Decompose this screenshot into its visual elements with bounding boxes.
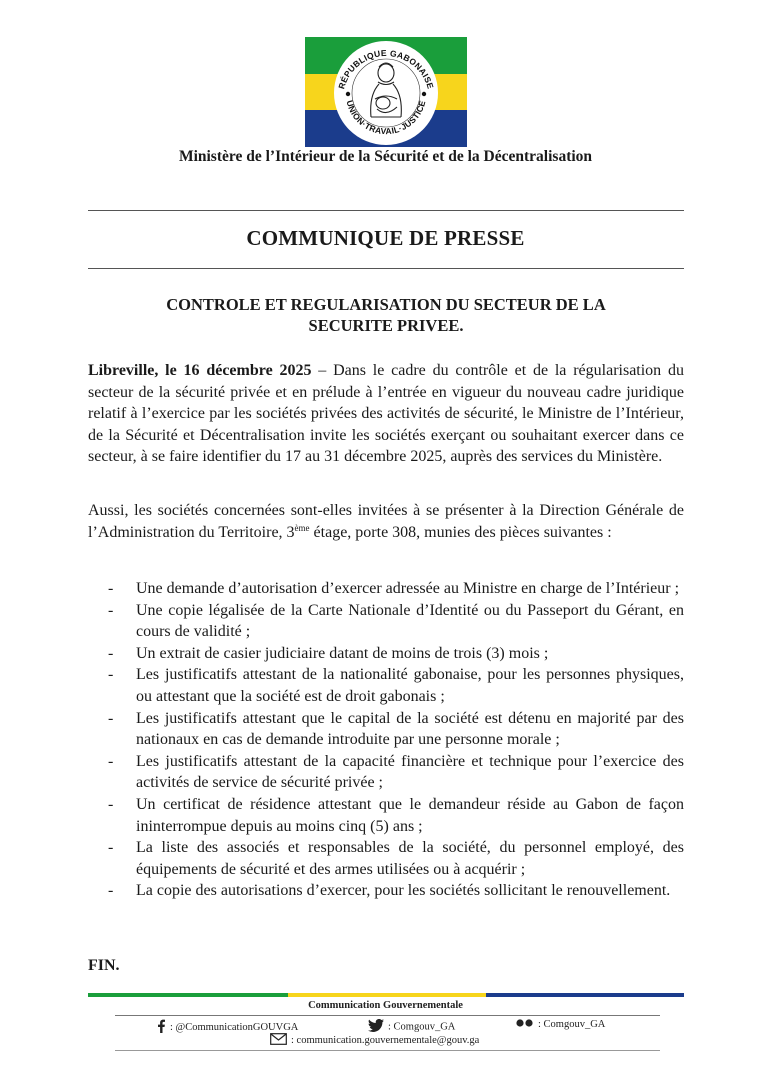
list-marker: - (108, 752, 114, 770)
footer-rule-bottom (115, 1050, 660, 1051)
dateline: Libreville, le 16 décembre 2025 (88, 362, 312, 379)
seal-bottom-text: UNION·TRAVAIL·JUSTICE (344, 99, 428, 137)
list-marker: - (108, 795, 114, 813)
list-marker: - (108, 601, 114, 619)
instructions-text-b: étage, porte 308, munies des pièces suivantes : (309, 523, 612, 541)
list-marker: - (108, 644, 114, 662)
seal-top-text: RÉPUBLIQUE GABONAISE (336, 47, 436, 91)
list-item-text: Une copie légalisée de la Carte Nationale d’Identité ou du Passeport du Gérant, en cours de validité ; (136, 601, 684, 641)
republic-seal (305, 37, 467, 147)
footer-email[interactable] (270, 1033, 479, 1048)
subject-line-1: CONTROLE ET REGULARISATION DU SECTEUR DE LA (166, 295, 606, 314)
list-item-text: Les justificatifs attestant que le capital de la société est détenu en majorité par des nationaux en cas de demande introduite par une personne morale ; (136, 709, 684, 749)
email-icon (270, 1033, 287, 1048)
list-marker: - (108, 882, 114, 900)
title-rule-bottom (88, 268, 684, 269)
list-item-text: La copie des autorisations d’exercer, pour les sociétés sollicitant le renouvellement. (136, 882, 671, 900)
footer-yellow-segment (288, 993, 486, 997)
list-item-text: Les justificatifs attestant de la nationalité gabonaise, pour les personnes physiques, ou attestant que la société est de droit gabonais ; (136, 666, 684, 705)
footer-blue-segment (486, 993, 684, 997)
ministry-name: Ministère de l’Intérieur de la Sécurité et de la Décentralisation (178, 148, 593, 165)
instructions-text-a: Aussi, les sociétés concernées sont-elles invitées à se présenter à la Direction Générale de l’Administration du Territoire, 3 (88, 502, 684, 541)
title-rule-top (88, 210, 684, 211)
subject-line-2: SECURITE PRIVEE. (308, 316, 464, 335)
floor-ordinal: ème (294, 522, 310, 533)
facebook-icon (156, 1019, 166, 1036)
end-marker: FIN. (88, 957, 120, 974)
list-item (88, 837, 684, 880)
list-marker: - (108, 580, 114, 597)
list-item-text: La liste des associés et responsables de la société, du personnel employé, des équipements de sécurité et des armes utilisées ou à acquérir ; (136, 839, 684, 878)
footer-label: Communication Gouvernementale (308, 1000, 463, 1011)
seal-emblem (305, 37, 467, 147)
footer-flickr[interactable] (516, 1019, 605, 1030)
document-subject (88, 294, 684, 336)
list-item-text: Un certificat de résidence attestant que le demandeur réside au Gabon de façon ininterrompue depuis au moins cinq (5) ans ; (136, 795, 684, 835)
list-item-text: Une demande d’autorisation d’exercer adressée au Ministre en charge de l’Intérieur ; (136, 580, 680, 597)
email-address: : communication.gouvernementale@gouv.ga (291, 1034, 480, 1046)
facebook-handle: : @CommunicationGOUVGA (170, 1021, 299, 1033)
list-item (88, 664, 684, 707)
paragraph-intro (88, 360, 684, 468)
list-item-text: Un extrait de casier judiciaire datant de moins de trois (3) mois ; (136, 644, 549, 662)
footer-rule (115, 1015, 660, 1016)
list-item-text: Les justificatifs attestant de la capacité financière et technique pour l’exercice des activités de service de sécurité privée ; (136, 752, 684, 792)
required-documents-list (88, 578, 684, 902)
flickr-handle: : Comgouv_GA (538, 1019, 606, 1030)
intro-text: – Dans le cadre du contrôle et de la régularisation du secteur de la sécurité privée et en prélude à l’entrée en vigueur du nouveau cadre juridique relatif à l’exercice par les sociétés privées des activités de sécurité, le Ministre de l’Intérieur, de la Sécurité et Décentralisation invite les sociétés exerçant ou souhaitant exercer dans ce secteur, à se faire identifier du 17 au 31 décembre 2025, auprès des services du Ministère. (88, 362, 684, 466)
list-item (88, 600, 684, 643)
list-item (88, 751, 684, 794)
paragraph-instructions (88, 500, 684, 543)
footer-green-segment (88, 993, 288, 997)
list-item (88, 794, 684, 837)
list-marker: - (108, 839, 114, 857)
list-item (88, 643, 684, 665)
list-item (88, 708, 684, 751)
list-item (88, 880, 684, 902)
flickr-icon (516, 1019, 534, 1030)
document-title: COMMUNIQUE DE PRESSE (246, 226, 525, 250)
footer-color-bar (88, 993, 684, 997)
list-marker: - (108, 709, 114, 727)
twitter-handle: : Comgouv_GA (388, 1021, 456, 1033)
list-marker: - (108, 666, 114, 684)
list-item (88, 578, 684, 600)
